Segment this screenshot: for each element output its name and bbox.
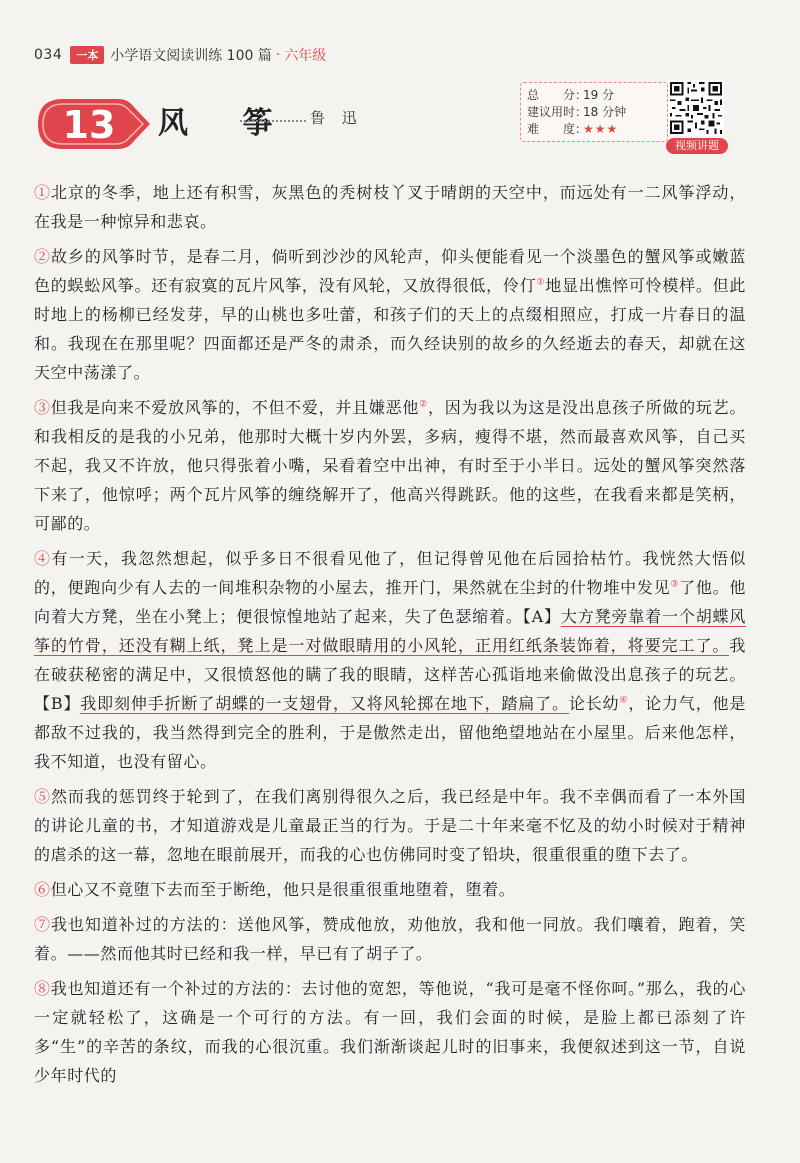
paragraph-5 [34, 782, 746, 869]
total-score-label: 总 分： [527, 88, 588, 102]
paragraph-number: ⑦ [34, 915, 51, 934]
paragraph-text: ，论力气，他是都敌不过我的，我当然得到完全的胜利，于是傲然走出，留他绝望地站在小屋里。后来他怎样，我不知道，也没有留心。 [34, 694, 746, 771]
paragraph-2 [34, 242, 746, 387]
qr-code-icon[interactable] [668, 80, 724, 136]
header-separator: · [275, 47, 281, 63]
lesson-number-badge [34, 95, 152, 153]
footnote-marker: ② [419, 399, 428, 410]
book-series-title: 小学语文阅读训练 100 篇 [110, 48, 272, 64]
grade-label: 六年级 [284, 48, 327, 64]
lesson-author: 鲁 迅 [310, 109, 363, 127]
page-number: 034 [34, 47, 63, 63]
difficulty-label: 难 度： [527, 122, 588, 136]
brand-logo: 一本 [70, 46, 104, 64]
paragraph-3 [34, 393, 746, 538]
mark-b-label: 【B】 [34, 694, 81, 713]
difficulty-stars: ★★★ [583, 122, 619, 136]
paragraph-text: 但心又不竟堕下去而至于断绝，他只是很重很重地堕着，堕着。 [50, 880, 516, 899]
paragraph-text: 了他。他向着大方凳，坐在小凳上；便很惊惶地站了起来，失了色瑟缩着。 [34, 578, 746, 626]
footnote-marker: ③ [670, 579, 680, 590]
paragraph-text: 我也知道还有一个补过的方法的：去讨他的宽恕，等他说，“我可是毫不怪你呵。”那么，我的心一定就轻松了，这确是一个可行的方法。有一回，我们会面的时候，是脸上都已添刻了许多“生”的辛苦的条纹，而我的心很沉重。我们渐渐谈起儿时的旧事来，我便叙述到这一节，自说少年时代的 [34, 979, 746, 1085]
paragraph-text: 我也知道补过的方法的：送他风筝，赞成他放，劝他放，我和他一同放。我们嚷着，跑着，笑着。——然而他其时已经和我一样，早已有了胡子了。 [34, 915, 746, 963]
paragraph-text: 我在破获秘密的满足中，又很愤怒他的瞒了我的眼睛，这样苦心孤诣地来偷做没出息孩子的玩艺。 [34, 636, 746, 684]
suggested-time-row [527, 104, 661, 121]
paragraph-7 [34, 910, 746, 968]
video-explain-button[interactable]: 视频讲题 [666, 138, 728, 154]
paragraph-text: 北京的冬季，地上还有积雪，灰黑色的秃树枝丫叉于晴朗的天空中，而远处有一二风筝浮动，在我是一种惊异和悲哀。 [34, 183, 746, 231]
suggested-time-label: 建议用时： [527, 105, 588, 119]
paragraph-text: 然而我的惩罚终于轮到了，在我们离别得很久之后，我已经是中年。我不幸偶而看了一本外国的讲论儿童的书，才知道游戏是儿童最正当的行为。于是二十年来毫不忆及的幼小时候对于精神的虐杀的这一幕，忽地在眼前展开，而我的心也仿佛同时变了铅块，很重很重的堕下去了。 [34, 787, 746, 864]
mark-a-label: 【A】 [522, 607, 561, 626]
paragraph-number: ④ [34, 549, 52, 568]
suggested-time-value: 18 分钟 [583, 105, 627, 119]
underlined-sentence-a: 大方凳旁靠着一个胡蝶风筝的竹骨，还没有糊上纸，凳上是一对做眼睛用的小风轮，正用红纸条装饰着，将要完工了。 [34, 607, 747, 655]
paragraph-text: 但我是向来不爱放风筝的，不但不爱，并且嫌恶他 [50, 398, 420, 417]
paragraph-1 [34, 178, 746, 236]
paragraph-4 [34, 544, 746, 776]
paragraph-text: 地显出憔悴可怜模样。但此时地上的杨柳已经发芽，早的山桃也多吐蕾，和孩子们的天上的点缀相照应，打成一片春日的温和。我现在在那里呢？四面都还是严冬的肃杀，而久经诀别的故乡的久经逝去的春天，却就在这天空中荡漾了。 [34, 276, 747, 382]
article-body [34, 178, 746, 1096]
footnote-marker: ④ [619, 695, 629, 706]
paragraph-number: ⑤ [34, 787, 51, 806]
paragraph-number: ⑧ [34, 979, 51, 998]
page-header [34, 44, 326, 66]
difficulty-row [527, 121, 661, 138]
lesson-info-box [520, 82, 668, 142]
footnote-marker: ① [536, 277, 546, 288]
lesson-number: 13 [62, 103, 116, 147]
paragraph-number: ⑥ [34, 880, 51, 899]
paragraph-text: 故乡的风筝时节，是春二月，倘听到沙沙的风轮声，仰头便能看见一个淡墨色的蟹风筝或嫩蓝色的蜈蚣风筝。还有寂寞的瓦片风筝，没有风轮，又放得很低，伶仃 [34, 247, 746, 295]
lesson-title: 风 筝 [158, 106, 295, 141]
title-dotted-rule [240, 120, 306, 122]
paragraph-8 [34, 974, 746, 1090]
total-score-row [527, 87, 661, 104]
paragraph-text: ，因为我以为这是没出息孩子所做的玩艺。和我相反的是我的小兄弟，他那时大概十岁内外罢，多病，瘦得不堪，然而最喜欢风筝，自己买不起，我又不许放，他只得张着小嘴，呆看着空中出神，有时至于小半日。远处的蟹风筝突然落下来了，他惊呼；两个瓦片风筝的缠绕解开了，他高兴得跳跃。他的这些，在我看来都是笑柄，可鄙的。 [34, 398, 747, 533]
paragraph-number: ② [34, 247, 51, 266]
paragraph-number: ① [34, 183, 51, 202]
underlined-sentence-b: 我即刻伸手折断了胡蝶的一支翅骨，又将风轮掷在地下，踏扁了。 [80, 694, 569, 713]
paragraph-number: ③ [34, 398, 51, 417]
paragraph-text: 有一天，我忽然想起，似乎多日不很看见他了，但记得曾见他在后园拾枯竹。我恍然大悟似的，便跑向少有人去的一间堆积杂物的小屋去，推开门，果然就在尘封的什物堆中发见 [34, 549, 746, 597]
paragraph-text: 论长幼 [568, 694, 620, 713]
paragraph-6 [34, 875, 746, 904]
total-score-value: 19 分 [583, 88, 615, 102]
